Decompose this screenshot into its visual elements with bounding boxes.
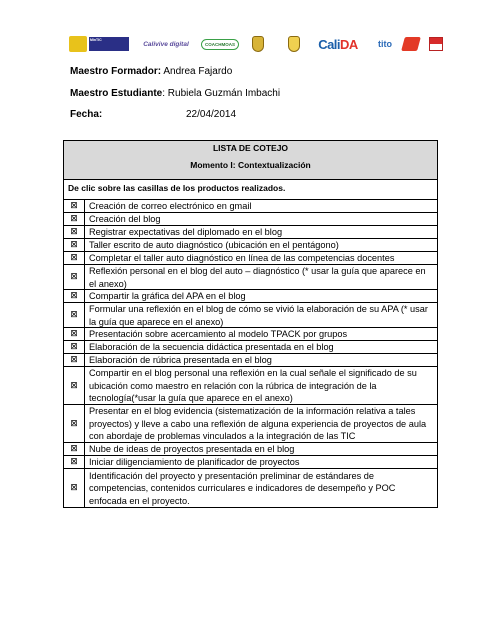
checkbox-checked-icon[interactable]: ⊠ xyxy=(64,303,85,327)
tito-logo: tito xyxy=(378,39,392,49)
fecha-label: Fecha: xyxy=(70,109,103,120)
checklist-table xyxy=(63,140,438,508)
checklist-item-text: Iniciar diligenciamiento de planificador de proyectos xyxy=(89,457,300,468)
checklist-row xyxy=(64,200,437,213)
checkbox-checked-icon[interactable]: ⊠ xyxy=(64,213,85,225)
checkbox-checked-icon[interactable]: ⊠ xyxy=(64,226,85,238)
checklist-item-text: Nube de ideas de proyectos presentada en el blog xyxy=(89,444,295,455)
colombia-crest-icon xyxy=(69,36,87,52)
shield-icon xyxy=(286,34,302,54)
checkbox-checked-icon[interactable]: ⊠ xyxy=(64,290,85,302)
checklist-item-text: Compartir la gráfica del APA en el blog xyxy=(89,291,246,302)
checklist-row xyxy=(64,456,437,469)
checklist-row xyxy=(64,341,437,354)
crest-icon xyxy=(250,34,266,54)
checkbox-checked-icon[interactable]: ⊠ xyxy=(64,354,85,366)
fecha-line xyxy=(70,109,102,120)
checklist-row xyxy=(64,328,437,341)
checklist-item-text: Elaboración de rúbrica presentada en el blog xyxy=(89,355,272,366)
mintic-logo xyxy=(68,34,130,54)
checklist-item-text: Presentar en el blog evidencia (sistematización de la información relativa a tales proyectos) y lleve a cabo una reflexión de alguna experiencia de proyectos de aula con abordaje de problemas vinculados a la integración de las TIC xyxy=(89,406,427,442)
checklist-item-text: Taller escrito de auto diagnóstico (ubicación en el pentágono) xyxy=(89,240,339,251)
bolt-logo-icon xyxy=(400,34,422,54)
checklist-row xyxy=(64,265,437,290)
checklist-item-text: Identificación del proyecto y presentación preliminar de estándares de competencias, contenidos curriculares e indicadores de desempeño y POC enfocada en el proyecto. xyxy=(89,470,396,506)
checklist-row xyxy=(64,252,437,265)
checklist-title: LISTA DE COTEJO xyxy=(212,143,289,153)
checklist-item-text: Creación de correo electrónico en gmail xyxy=(89,201,252,212)
checkbox-checked-icon[interactable]: ⊠ xyxy=(64,341,85,353)
checklist-item-text: Reflexión personal en el blog del auto – diagnóstico (* usar la guía que aparece en el anexo) xyxy=(89,266,426,289)
checklist-row xyxy=(64,367,437,405)
checkbox-checked-icon[interactable]: ⊠ xyxy=(64,328,85,340)
checkbox-checked-icon[interactable]: ⊠ xyxy=(64,367,85,404)
estudiante-label: Maestro Estudiante xyxy=(70,88,163,99)
checklist-header xyxy=(64,141,437,180)
calida-logo-b: DA xyxy=(340,36,358,52)
checkbox-checked-icon[interactable]: ⊠ xyxy=(64,239,85,251)
checklist-row xyxy=(64,290,437,303)
checkbox-checked-icon[interactable]: ⊠ xyxy=(64,456,85,468)
checklist-row xyxy=(64,469,437,507)
checklist-item-text: Compartir en el blog personal una reflexión en la cual señale el significado de su ubicación como maestro en relación con la rúbrica de integración de la tecnología(*usar la guía que aparece en el anexo) xyxy=(89,368,417,404)
calida-logo xyxy=(312,34,364,54)
calida-logo-a: Cali xyxy=(318,36,341,52)
checklist-rows xyxy=(64,200,437,507)
mintic-logo-text: MinTIC xyxy=(89,37,129,51)
checklist-item-text: Completar el taller auto diagnóstico en línea de las competencias docentes xyxy=(89,253,395,264)
logo-strip xyxy=(60,34,446,56)
coca-logo xyxy=(197,34,243,54)
checklist-row xyxy=(64,226,437,239)
checklist-row xyxy=(64,443,437,456)
checkbox-checked-icon[interactable]: ⊠ xyxy=(64,469,85,507)
fecha-value: 22/04/2014 xyxy=(186,109,237,120)
formador-value: Andrea Fajardo xyxy=(163,66,233,77)
checklist-row xyxy=(64,239,437,252)
calivive-logo: Calivive digital xyxy=(143,40,189,48)
checklist-item-text: Elaboración de la secuencia didáctica presentada en el blog xyxy=(89,342,334,353)
formador-line xyxy=(70,66,232,77)
checklist-row xyxy=(64,354,437,367)
checklist-subtitle: Momento I: Contextualización xyxy=(190,160,311,170)
checkbox-checked-icon[interactable]: ⊠ xyxy=(64,200,85,212)
checklist-instruction: De clic sobre las casillas de los productos realizados. xyxy=(64,180,437,200)
checklist-row xyxy=(64,303,437,328)
flag-logo-icon xyxy=(426,34,446,54)
estudiante-value: : Rubiela Guzmán Imbachi xyxy=(162,88,281,99)
checklist-row xyxy=(64,213,437,226)
checkbox-checked-icon[interactable]: ⊠ xyxy=(64,265,85,289)
checklist-item-text: Creación del blog xyxy=(89,214,161,225)
checklist-item-text: Formular una reflexión en el blog de cómo se vivió la elaboración de su APA (* usar la guía que aparece en el anexo) xyxy=(89,304,428,327)
checkbox-checked-icon[interactable]: ⊠ xyxy=(64,405,85,442)
checklist-row xyxy=(64,405,437,443)
checklist-item-text: Registrar expectativas del diplomado en el blog xyxy=(89,227,283,238)
checkbox-checked-icon[interactable]: ⊠ xyxy=(64,443,85,455)
estudiante-line xyxy=(70,88,280,99)
checklist-item-text: Presentación sobre acercamiento al modelo TPACK por grupos xyxy=(89,329,348,340)
formador-label: Maestro Formador: xyxy=(70,66,162,77)
coca-logo-text: COACHMOAS xyxy=(201,39,239,50)
checkbox-checked-icon[interactable]: ⊠ xyxy=(64,252,85,264)
